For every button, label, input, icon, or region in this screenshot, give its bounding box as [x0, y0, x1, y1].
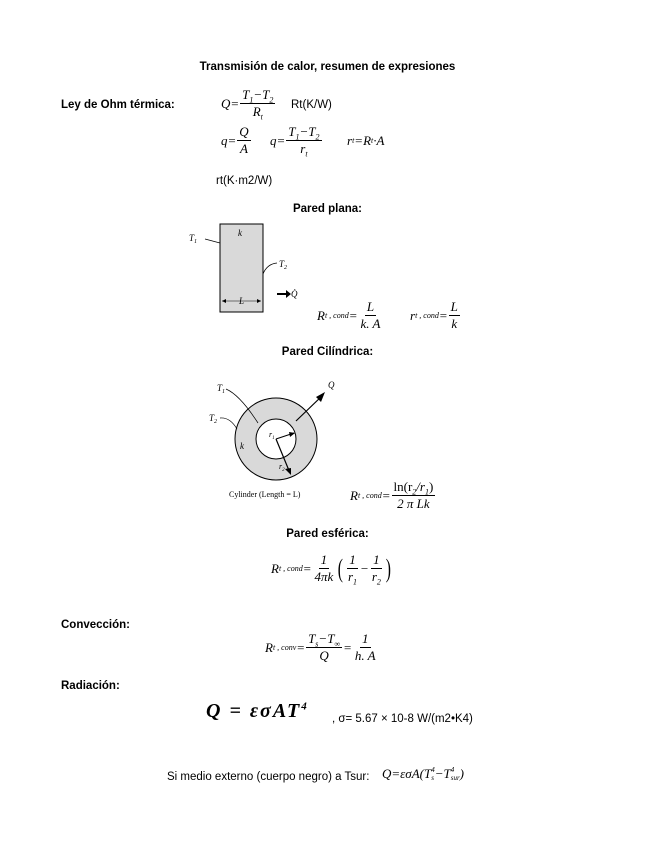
cyl-Q-label: Q [328, 380, 335, 390]
page-title: Transmisión de calor, resumen de expresiones [199, 61, 456, 73]
plane-T2-label: $T_2$ [279, 259, 288, 271]
plane-wall-figure [185, 222, 305, 317]
ohm-heading: Ley de Ohm térmica: [61, 99, 175, 111]
plane-k-label: k [238, 228, 242, 238]
plane-L-label: L [239, 296, 245, 306]
conv-eq: R t , conv = $\frac{T_s-T_\infty}{Q}$ = $\frac{1}{h. A}$ [265, 631, 376, 663]
plane-T1-label: $T_1$ [189, 233, 198, 245]
cyl-r1-label: $r_1$ [269, 430, 275, 441]
sph-heading: Pared esférica: [286, 528, 369, 540]
ohm-eq1-lhs: Q= [221, 95, 240, 111]
ohm-unit2: rt(K·m2/W) [216, 175, 273, 187]
rad-big-eq: Q = εσAT$^4$ [206, 700, 309, 722]
cyl-T2-label: $T_2$ [209, 413, 218, 425]
plane-Q-label: Q̇ [291, 289, 298, 299]
ohm-eq1-frac: $\frac{T_1-T_2}{R_t}$ [242, 87, 274, 122]
cyl-caption: Cylinder (Length = L) [229, 490, 301, 499]
rad-sigma: , σ= 5.67 × 10-8 W/(m2•K4) [332, 713, 473, 725]
cylinder-figure [200, 375, 360, 505]
ohm-eq1 [221, 87, 276, 122]
ohm-eq4: r t =R t ·A [347, 133, 385, 148]
rad-sur-eq: Q=εσA( T 4 s −T 4 sur ) [382, 766, 465, 782]
plane-heading: Pared plana: [292, 203, 363, 215]
cyl-k-label: k [240, 441, 244, 451]
cyl-T1-label: $T_1$ [217, 383, 226, 395]
conv-heading: Convección: [61, 619, 131, 631]
cyl-heading: Pared Cilíndrica: [281, 346, 374, 358]
ohm-eq1-unit: Rt(K/W) [291, 99, 332, 111]
rad-heading: Radiación: [61, 680, 120, 692]
ohm-eq2: q= $\frac{Q}{A}$ [221, 124, 249, 156]
cyl-r2-label: $r_2$ [279, 462, 285, 473]
cyl-eq: R t , cond = $\frac{\ln(r_2/r_1)}{\text{2 π Lk}}$ [350, 479, 434, 511]
plane-heat-arrow [277, 290, 291, 298]
rad-sur-text: Si medio externo (cuerpo negro) a Tsur: [167, 771, 370, 783]
plane-eq-R: R t , cond = $\frac{L}{k. A}$ [317, 299, 381, 331]
sph-eq: R t , cond = $\frac{1}{4\pi k}$ ( $\frac{1}{r_1}$ − $\frac{1}{r_2}$ ) [271, 552, 391, 587]
ohm-eq3: q= $\frac{T_1-T_2}{r_t}$ [270, 124, 320, 159]
plane-eq-r: r t , cond = $\frac{L}{k}$ [410, 299, 458, 331]
